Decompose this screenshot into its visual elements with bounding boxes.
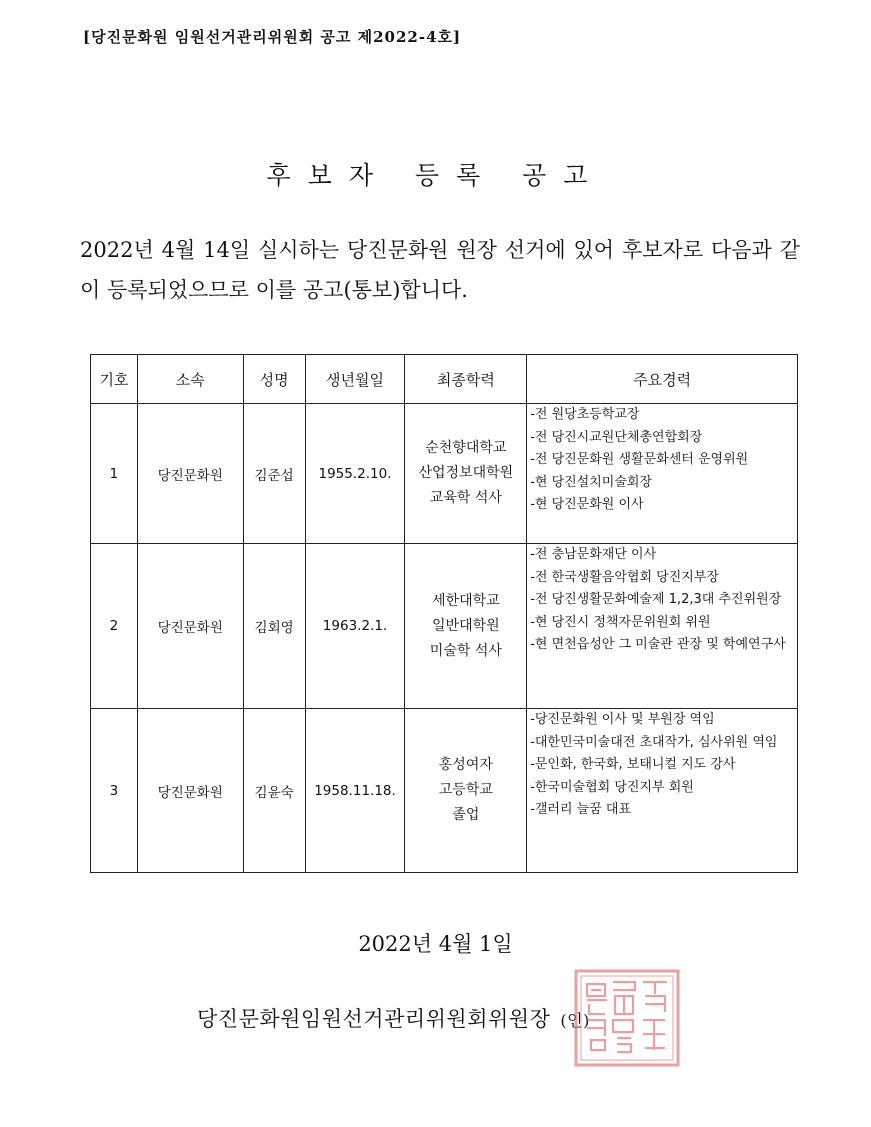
cell-name: 김윤숙 (243, 709, 305, 873)
intro-paragraph: 2022년 4월 14일 실시하는 당진문화원 원장 선거에 있어 후보자로 다음과 같이 등록되었으므로 이를 공고(통보)합니다. (80, 238, 800, 302)
career-item: -대한민국미술대전 초대작가, 심사위원 역임 (530, 734, 778, 750)
education-line: 졸업 (452, 807, 480, 823)
cell-no: 1 (91, 404, 138, 544)
cell-education (405, 709, 527, 873)
header-org: 소속 (137, 355, 243, 404)
header-career: 주요경력 (527, 355, 798, 404)
cell-career (527, 544, 798, 709)
cell-no: 3 (91, 709, 138, 873)
career-item: -전 원당초등학교장 (530, 407, 640, 422)
career-item: -당진문화원 이사 및 부원장 역임 (530, 712, 715, 727)
seal-mark: (인) (560, 1011, 590, 1030)
official-seal (573, 968, 681, 1068)
education-line: 교육학 석사 (429, 490, 502, 506)
career-item: -전 한국생활음악협회 당진지부장 (530, 569, 719, 585)
education-line: 미술학 석사 (429, 642, 502, 659)
seal-glyphs (587, 982, 667, 1052)
career-item: -전 충남문화재단 이사 (530, 547, 657, 562)
education-line: 순천향대학교 (425, 440, 507, 456)
education-line: 홍성여자 (438, 757, 493, 773)
header-no: 기호 (91, 355, 138, 404)
cell-birth: 1958.11.18. (305, 709, 405, 873)
notice-number: [당진문화원 임원선거관리위원회 공고 제2022-4호] (83, 28, 462, 46)
career-item: -현 면천읍성안 그 미술관 관장 및 학예연구사 (530, 637, 786, 652)
cell-birth: 1963.2.1. (305, 544, 405, 709)
career-item: -현 당진시 정책자문위원회 위원 (530, 614, 711, 630)
cell-name: 김회영 (243, 544, 305, 709)
cell-org: 당진문화원 (137, 709, 243, 873)
career-item: -전 당진생활문화예술제 1,2,3대 추진위원장 (530, 592, 782, 607)
career-item: -전 당진문화원 생활문화센터 운영위원 (530, 452, 749, 467)
cell-career (527, 709, 798, 873)
signer-line (197, 1003, 590, 1033)
header-name: 성명 (243, 355, 305, 404)
career-item: -문인화, 한국화, 보태니컬 지도 강사 (530, 757, 736, 772)
cell-birth: 1955.2.10. (305, 404, 405, 544)
cell-name: 김준섭 (243, 404, 305, 544)
education-line: 세한대학교 (432, 592, 500, 609)
cell-org: 당진문화원 (137, 544, 243, 709)
education-line: 일반대학원 (432, 617, 500, 634)
cell-education (405, 404, 527, 544)
career-item: -현 당진문화원 이사 (530, 497, 644, 512)
signer-title: 당진문화원임원선거관리위원회위원장 (197, 1007, 551, 1031)
cell-no: 2 (91, 544, 138, 709)
cell-education (405, 544, 527, 709)
cell-career (527, 404, 798, 544)
table-row (91, 404, 798, 544)
career-item: -현 당진설치미술회장 (530, 474, 653, 490)
table-row (91, 709, 798, 873)
table-row (91, 544, 798, 709)
career-item: -한국미술협회 당진지부 회원 (530, 779, 694, 795)
cell-org: 당진문화원 (137, 404, 243, 544)
career-item: -전 당진시교원단체총연합회장 (530, 429, 703, 445)
education-line: 고등학교 (438, 782, 493, 798)
candidate-table (90, 354, 798, 873)
header-birth: 생년월일 (305, 355, 405, 404)
career-item: -갤러리 늘꿈 대표 (530, 802, 632, 817)
notice-date: 2022년 4월 1일 (358, 932, 513, 956)
table-header-row (91, 355, 798, 404)
education-line: 산업정보대학원 (418, 465, 514, 481)
header-education: 최종학력 (405, 355, 527, 404)
page-title: 후보자 등록 공고 (266, 161, 605, 190)
